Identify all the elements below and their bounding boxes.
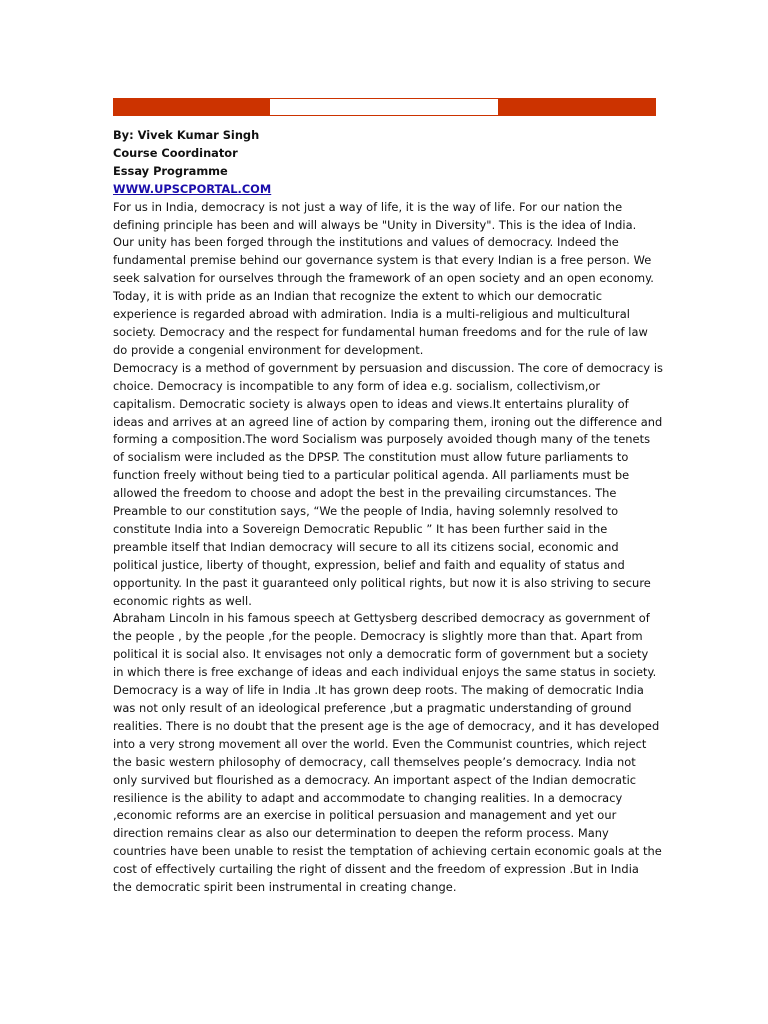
text-line: constitute India into a Sovereign Democratic Republic ” It has been further said in the [113,521,608,536]
text-line: realities. There is no doubt that the present age is the age of democracy, and it has developed [113,718,660,733]
text-line: ideas and arrives at an agreed line of action by comparing them, ironing out the difference and [113,414,663,429]
text-line: economic rights as well. [113,593,252,608]
essay-body [113,199,664,897]
text-line: was not only result of an ideological preference ,but a pragmatic understanding of ground [113,701,632,715]
paragraph-2 [113,360,664,611]
text-line: choice. Democracy is incompatible to any form of idea e.g. socialism, collectivism,or [113,378,601,393]
text-line: do provide a congenial environment for development. [113,342,424,357]
text-line: ,economic reforms are an exercise in political persuasion and management and yet our [113,808,617,823]
text-line: political justice, liberty of thought, expression, belief and faith and equality of status and [113,557,625,572]
text-line: preamble itself that Indian democracy will secure to all its citizens social, economic and [113,539,619,554]
website-link[interactable]: WWW.UPSCPORTAL.COM [113,181,272,196]
header-banner [113,98,656,116]
text-line: Democracy is a method of government by persuasion and discussion. The core of democracy is [113,360,664,375]
text-line: seek salvation for ourselves through the framework of an open society and an open economy. [113,271,654,286]
text-line: forming a composition.The word Socialism was purposely avoided though many of the tenets [113,432,651,447]
text-line: Democracy is a way of life in India .It has grown deep roots. The making of democratic India [113,683,644,698]
text-line: the basic western philosophy of democracy, call themselves people’s democracy. India not [113,754,636,769]
text-line: the democratic spirit been instrumental in creating change. [113,880,457,895]
author-role: Course Coordinator [113,145,238,160]
text-line: Today, it is with pride as an Indian that recognize the extent to which our democratic [113,289,603,304]
banner-right-bar [498,98,656,116]
text-line: political it is social also. It envisages not only a democratic form of government but a society [113,647,649,662]
text-line: countries have been unable to resist the temptation of achieving certain economic goals at the [113,844,662,859]
text-line: society. Democracy and the respect for fundamental human freedoms and for the rule of law [113,324,648,339]
text-line: of socialism were included as the DPSP. The constitution must allow future parliaments to [113,450,629,465]
text-line: Preamble to our constitution says, “We the people of India, having solemnly resolved to [113,504,619,519]
text-line: For us in India, democracy is not just a way of life, it is the way of life. For our nation the [113,199,623,214]
text-line: the people , by the people ,for the people. Democracy is slightly more than that. Apart from [113,629,643,644]
author-block [113,127,656,199]
text-line: cost of effectively curtailing the right of dissent and the freedom of expression .But in India [113,862,639,877]
banner-left-bar [113,98,270,116]
text-line: into a very strong movement all over the world. Even the Communist countries, which reject [113,736,647,751]
document-page [113,98,664,897]
author-name: By: Vivek Kumar Singh [113,128,260,142]
text-line: defining principle has been and will always be "Unity in Diversity". This is the idea of India. [113,217,637,232]
text-line: only survived but flourished as a democracy. An important aspect of the Indian democratic [113,772,637,787]
text-line: resilience is the ability to adapt and accommodate to changing realities. In a democracy [113,790,623,805]
text-line: fundamental premise behind our governance system is that every Indian is a free person. We [113,253,652,268]
text-line: function freely without being tied to a particular political agenda. All parliaments must be [113,468,630,483]
text-line: allowed the freedom to choose and adopt the best in the prevailing circumstances. The [113,486,617,501]
text-line: opportunity. In the past it guaranteed only political rights, but now it is also striving to secure [113,575,651,590]
text-line: Abraham Lincoln in his famous speech at Gettysberg described democracy as government of [113,611,650,626]
text-line: Our unity has been forged through the institutions and values of democracy. Indeed the [113,235,619,250]
program-name: Essay Programme [113,163,228,178]
text-line: capitalism. Democratic society is always open to ideas and views.It entertains plurality of [113,396,629,411]
text-line: direction remains clear as also our determination to deepen the reform process. Many [113,826,609,841]
text-line: in which there is free exchange of ideas and each individual enjoys the same status in society. [113,665,657,680]
banner-middle-box [270,98,498,116]
text-line: experience is regarded abroad with admiration. India is a multi-religious and multicultural [113,307,631,322]
paragraph-1 [113,199,656,360]
paragraph-3 [113,610,662,897]
